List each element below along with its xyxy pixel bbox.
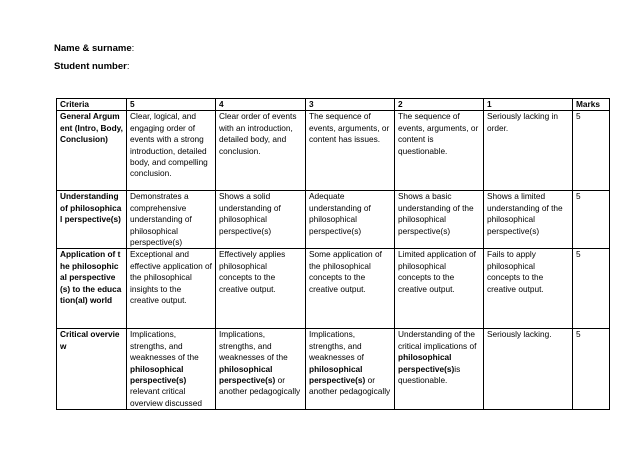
- cell-emphasis: philosophical perspective(s): [130, 363, 187, 386]
- cell-text: or another pedagogically: [309, 375, 391, 397]
- table-header-row: [57, 99, 610, 111]
- header-score-1: 1: [484, 99, 573, 111]
- student-number-label: Student number:: [54, 61, 130, 72]
- table-row: [57, 329, 610, 410]
- header-criteria: Criteria: [57, 99, 127, 111]
- cell-text: is questionable.: [398, 363, 461, 386]
- header-score-5: 5: [127, 99, 216, 111]
- score-5-cell: Demonstrates a comprehensive understanding of philosophical perspective(s): [127, 191, 216, 249]
- score-5-cell: [127, 329, 216, 410]
- score-4-cell: Shows a solid understanding of philosophical perspective(s): [216, 191, 306, 249]
- score-2-cell: Limited application of philosophical concepts to the creative output.: [395, 249, 484, 329]
- score-4-cell: Clear order of events with an introduction, detailed body, and conclusion.: [216, 111, 306, 191]
- score-3-cell: Some application of the philosophical concepts to the creative output.: [306, 249, 395, 329]
- cell-text: or another pedagogically: [219, 375, 301, 397]
- score-1-cell: Fails to apply philosophical concepts to the creative output.: [484, 249, 573, 329]
- cell-text: Implications, strengths, and weaknesses of the: [130, 329, 199, 363]
- criteria-cell: General Argument (Intro, Body, Conclusion): [57, 111, 127, 191]
- score-4-cell: [216, 329, 306, 410]
- marks-cell: 5: [573, 191, 610, 249]
- table-row: [57, 111, 610, 191]
- rubric-table: [56, 98, 610, 410]
- cell-text: Implications, strengths, and weaknesses of the: [219, 329, 288, 363]
- score-1-cell: Shows a limited understanding of the philosophical perspective(s): [484, 191, 573, 249]
- header-score-4: 4: [216, 99, 306, 111]
- cell-emphasis: philosophical perspective(s): [309, 363, 366, 386]
- table-row: [57, 249, 610, 329]
- cell-emphasis: philosophical perspective(s): [219, 363, 276, 386]
- marks-cell: 5: [573, 111, 610, 191]
- score-2-cell: The sequence of events, arguments, or content is questionable.: [395, 111, 484, 191]
- name-surname-label: Name & surname:: [54, 43, 135, 54]
- score-2-cell: [395, 329, 484, 410]
- header-score-2: 2: [395, 99, 484, 111]
- score-3-cell: The sequence of events, arguments, or content has issues.: [306, 111, 395, 191]
- score-3-cell: [306, 329, 395, 410]
- header-marks: Marks: [573, 99, 610, 111]
- score-1-cell: Seriously lacking in order.: [484, 111, 573, 191]
- score-5-cell: Exceptional and effective application of the philosophical insights to the creative output.: [127, 249, 216, 329]
- criteria-cell: Critical overview: [57, 329, 127, 410]
- header-score-3: 3: [306, 99, 395, 111]
- criteria-cell: Understanding of philosophical perspective(s): [57, 191, 127, 249]
- cell-text: relevant critical overview discussed: [130, 386, 202, 408]
- cell-text: Understanding of the critical implications of: [398, 329, 477, 351]
- cell-emphasis: philosophical perspective(s): [398, 352, 455, 374]
- marks-cell: 5: [573, 249, 610, 329]
- score-5-cell: Clear, logical, and engaging order of events with a strong introduction, detailed body, and compelling conclusion.: [127, 111, 216, 191]
- criteria-cell: Application of the philosophical perspective(s) to the education(al) world: [57, 249, 127, 329]
- score-1-cell: Seriously lacking.: [484, 329, 573, 410]
- cell-text: Implications, strengths, and weaknesses of: [309, 329, 364, 363]
- marks-cell: 5: [573, 329, 610, 410]
- score-4-cell: Effectively applies philosophical concepts to the creative output.: [216, 249, 306, 329]
- score-2-cell: Shows a basic understanding of the philosophical perspective(s): [395, 191, 484, 249]
- table-row: [57, 191, 610, 249]
- score-3-cell: Adequate understanding of philosophical perspective(s): [306, 191, 395, 249]
